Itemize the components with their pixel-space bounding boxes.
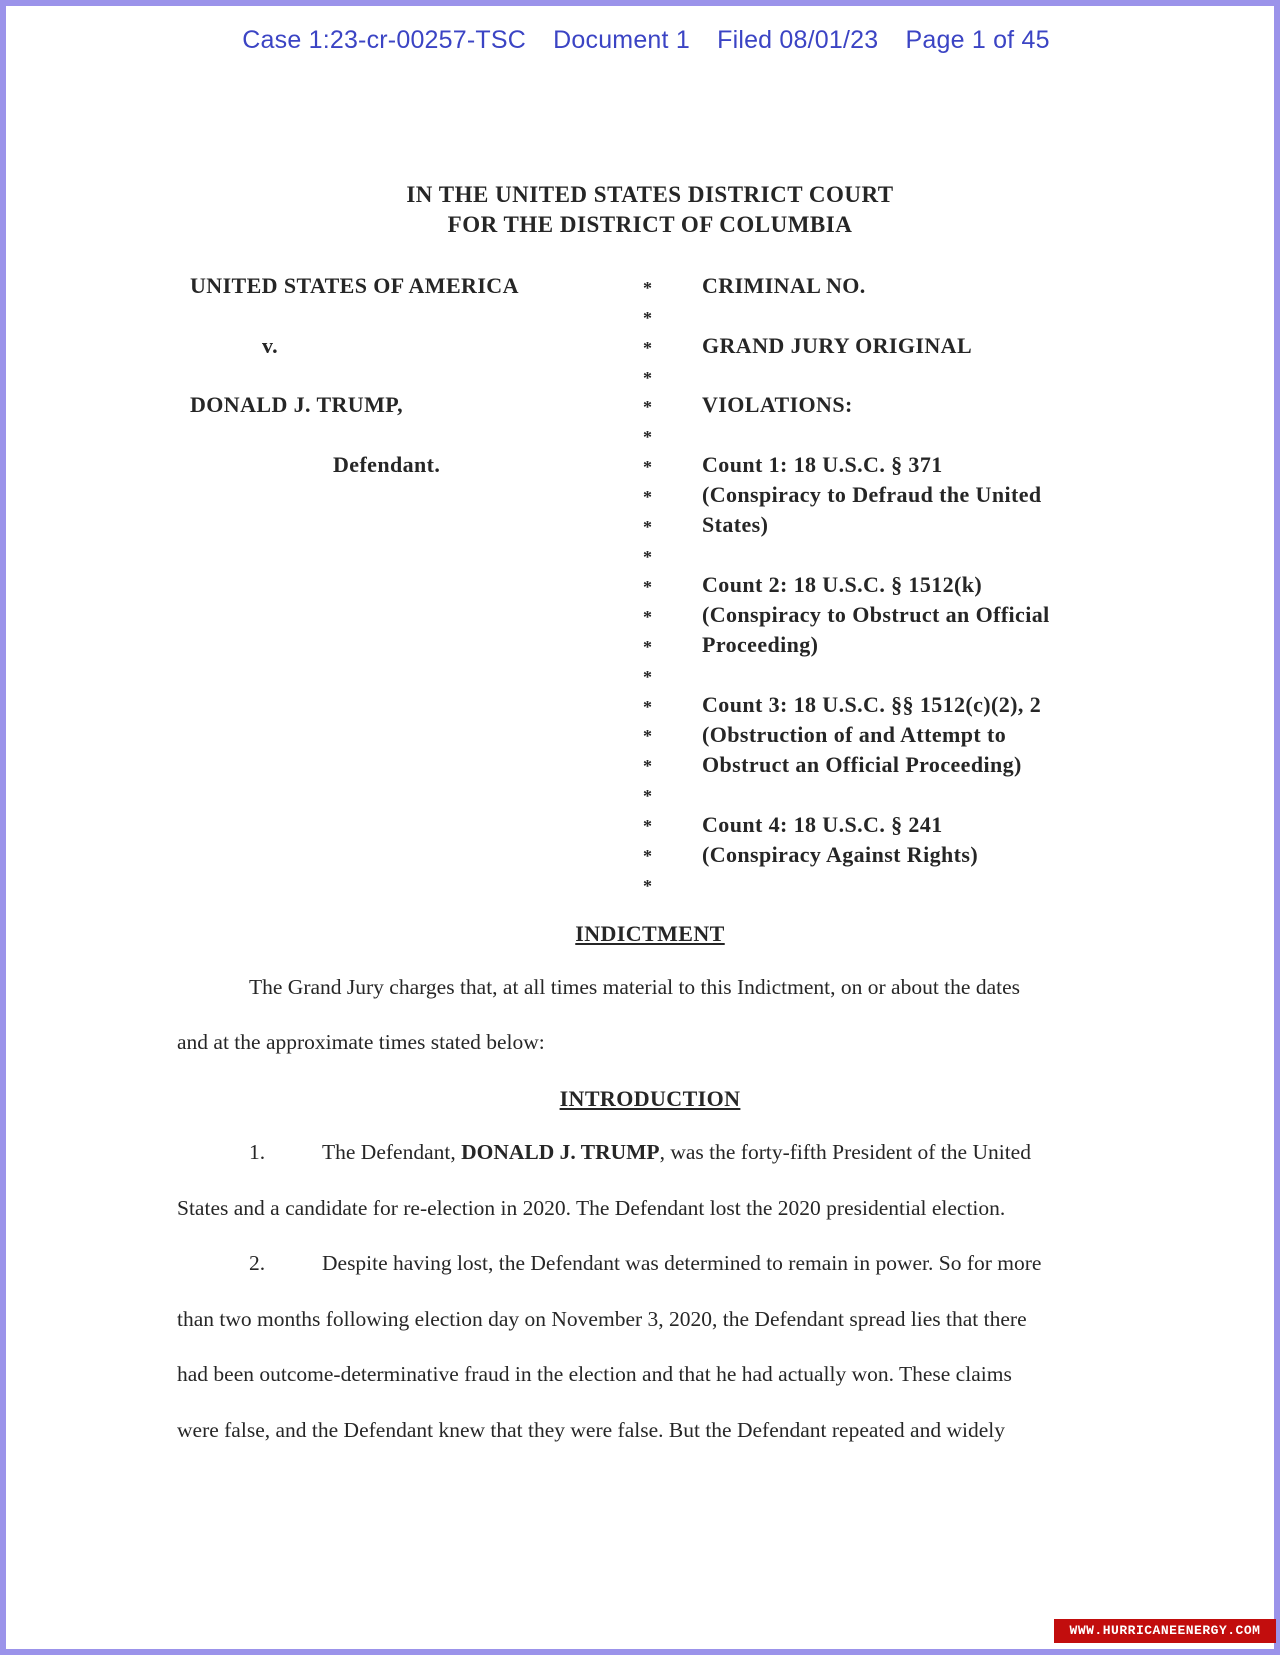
- caption-star: *: [643, 368, 652, 388]
- versus: v.: [262, 333, 279, 358]
- paragraph-1-text: The Defendant,: [322, 1140, 462, 1164]
- criminal-number: CRIMINAL NO.: [702, 273, 866, 298]
- caption-star: *: [643, 726, 652, 746]
- indictment-text: The Grand Jury charges that, at all times material to this Indictment, on or about the dates: [249, 975, 1020, 999]
- defendant-name: DONALD J. TRUMP,: [190, 392, 403, 417]
- count-1-description: States): [702, 512, 769, 537]
- paragraph-number: 2.: [249, 1251, 266, 1275]
- count-4-statute: Count 4: 18 U.S.C. § 241: [702, 812, 943, 837]
- caption-star: *: [643, 876, 652, 896]
- paragraph-number: 1.: [249, 1140, 266, 1164]
- caption-star: *: [643, 816, 652, 836]
- count-3-statute: Count 3: 18 U.S.C. §§ 1512(c)(2), 2: [702, 692, 1042, 717]
- caption-star: *: [643, 278, 652, 298]
- caption-star: *: [643, 457, 652, 477]
- caption-star: *: [643, 338, 652, 358]
- count-1-description: (Conspiracy to Defraud the United: [702, 482, 1042, 507]
- count-2-statute: Count 2: 18 U.S.C. § 1512(k): [702, 572, 983, 597]
- count-2-description: Proceeding): [702, 632, 819, 657]
- caption-star: *: [643, 697, 652, 717]
- document-number: Document 1: [553, 26, 690, 54]
- filing-header: [6, 26, 1280, 55]
- defendant-label: Defendant.: [333, 452, 441, 477]
- court-name-line1: IN THE UNITED STATES DISTRICT COURT: [406, 182, 894, 207]
- introduction-heading: INTRODUCTION: [559, 1086, 741, 1111]
- caption-star: *: [643, 427, 652, 447]
- violations-label: VIOLATIONS:: [702, 392, 853, 417]
- indictment-text: and at the approximate times stated below:: [177, 1030, 545, 1054]
- filed-date: Filed 08/01/23: [717, 26, 879, 54]
- paragraph-2-line: Despite having lost, the Defendant was determined to remain in power. So for more: [322, 1251, 1042, 1275]
- caption-star: *: [643, 637, 652, 657]
- count-3-description: Obstruct an Official Proceeding): [702, 752, 1022, 777]
- court-name-line2: FOR THE DISTRICT OF COLUMBIA: [447, 212, 853, 237]
- count-4-description: (Conspiracy Against Rights): [702, 842, 979, 867]
- caption-star: *: [643, 756, 652, 776]
- caption-star: *: [643, 846, 652, 866]
- site-watermark: WWW.HURRICANEENERGY.COM: [1054, 1619, 1276, 1643]
- caption-star: *: [643, 577, 652, 597]
- count-1-statute: Count 1: 18 U.S.C. § 371: [702, 452, 943, 477]
- caption-star: *: [643, 667, 652, 687]
- caption-star: *: [643, 517, 652, 537]
- paragraph-1-text: , was the forty-fifth President of the United: [659, 1140, 1031, 1164]
- caption-star: *: [643, 547, 652, 567]
- caption-star: *: [643, 786, 652, 806]
- paragraph-1-line: States and a candidate for re-election in 2020. The Defendant lost the 2020 presidential election.: [177, 1196, 1006, 1220]
- paragraph-2-line: than two months following election day on November 3, 2020, the Defendant spread lies that there: [177, 1307, 1027, 1331]
- paragraph-2-line: were false, and the Defendant knew that they were false. But the Defendant repeated and widely: [177, 1418, 1005, 1442]
- case-number: Case 1:23-cr-00257-TSC: [242, 26, 526, 54]
- caption-star: *: [643, 397, 652, 417]
- page-number: Page 1 of 45: [905, 26, 1050, 54]
- plaintiff: UNITED STATES OF AMERICA: [190, 273, 519, 298]
- count-2-description: (Conspiracy to Obstruct an Official: [702, 602, 1050, 627]
- paragraph-2-line: had been outcome-determinative fraud in the election and that he had actually won. These claims: [177, 1362, 1012, 1386]
- defendant-name-bold: DONALD J. TRUMP: [461, 1140, 660, 1164]
- paragraph-1-line: [322, 1140, 1031, 1165]
- indictment-heading: INDICTMENT: [575, 921, 725, 946]
- grand-jury-original: GRAND JURY ORIGINAL: [702, 333, 973, 358]
- caption-star: *: [643, 487, 652, 507]
- caption-star: *: [643, 607, 652, 627]
- caption-star: *: [643, 308, 652, 328]
- count-3-description: (Obstruction of and Attempt to: [702, 722, 1007, 747]
